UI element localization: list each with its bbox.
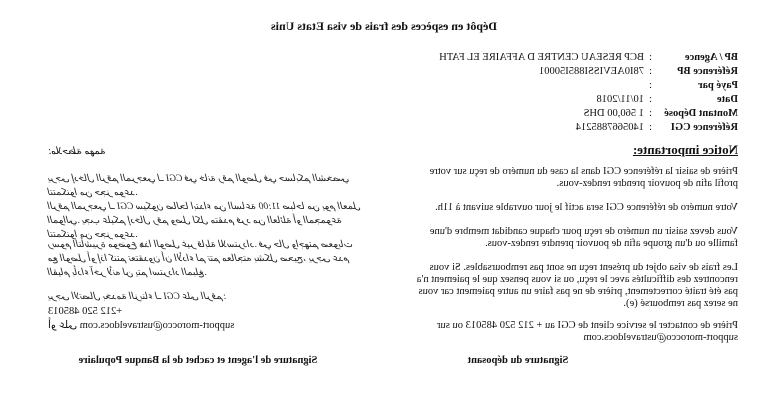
arabic-paragraph: رسوم التأشيرة موضوع هذا الوصل غير قابلة للاسترداد. في حال واجهتم صعوبات مع الوصل أو إذا كنتم تعتقدون أن الأداء لم تتم معالجته بشكل صحيح، يرجى عدم القيام بأداء آخر لأنه لن يتم استرداد المبلغ.: [48, 240, 354, 278]
field-value-montant: 1 560,00 DHS: [583, 108, 644, 119]
arabic-heading: ملاحظة مهمة:: [48, 146, 107, 157]
page-title: Dépôt en espèces des frais de visa Etats Unis: [271, 19, 497, 33]
field-colon: :: [649, 94, 652, 105]
arabic-email-line: أو على support-morocco@ustraveldocs.com: [48, 320, 235, 331]
notice-paragraph: Les frais de visa objet du présent reçu ne sont pas remboursables. Si vous rencontrez des difficultés avec le reçu, ou si vous pensez que le paiement n'a pas été traité correctement, prière de ne pas faire un autre paiement car vous ne serez pas remboursé (e).: [416, 262, 738, 309]
field-label-date: Date: [717, 94, 738, 105]
signature-depositant: Signature du déposant: [467, 355, 569, 366]
notice-paragraph: Vous devez saisir un numéro de reçu pour chaque candidat membre d'une famille ou d'un groupe afin de pouvoir prendre rendez-vous.: [429, 226, 738, 249]
notice-paragraph: Prière de saisir la référence CGI dans la case du numéro de reçu sur votre profil afin de pouvoir prendre rendez-vous.: [429, 166, 738, 189]
field-colon: :: [649, 80, 652, 91]
field-colon: :: [649, 52, 652, 63]
field-colon: :: [649, 66, 652, 77]
arabic-phone: +212 520 485013: [48, 306, 123, 317]
signature-agent: Signature de l'agent et cachet de la Banque Populaire: [78, 355, 318, 366]
field-colon: :: [649, 108, 652, 119]
field-label-agence: BP / Agence: [684, 52, 738, 63]
field-label-paye-par: Payé par: [698, 80, 738, 91]
field-value-date: 10/11/2018: [596, 94, 644, 105]
arabic-contact-line: يرجى الاتصال بخدمة الزبناء لـ CGI على الرقم:: [48, 292, 227, 302]
arabic-paragraph: الرقم المرجعي لـ CGI سيكون صالحا ابتداء من الساعة 11:00 صباحا من يوم العمل الموالي. يجب عليكم إدخال رقم وصل لكل متقدم فرد من العائلة أو المجموعة لتتمكنوا من حجز موعد.: [48, 202, 361, 240]
field-label-montant: Montant Déposé: [664, 108, 738, 119]
field-label-ref-bp: Référence BP: [677, 66, 738, 77]
field-value-ref-bp: 78I0AEVISSI885I50001: [539, 66, 644, 77]
notice-paragraph: Votre numéro de référence CGI sera actif le jour ouvrable suivant à 11h.: [435, 202, 738, 213]
field-label-ref-cgi: Référence CGI: [670, 122, 738, 133]
notice-heading: Notice importante:: [632, 142, 738, 157]
notice-paragraph: Prière de contacter le service client de CGI au + 212 520 485013 ou sur support-morocco@ustraveldocs.com: [437, 320, 738, 343]
field-value-ref-cgi: 1405667885214: [575, 122, 644, 133]
field-colon: :: [649, 122, 652, 133]
field-value-agence: BCP RESEAU CENTRE D AFFAIRE EL FATH: [439, 52, 644, 63]
arabic-paragraph: يرجى إدخال الرقم المرجعي لـ CGI في خانة رقم الوصل في حسابكم الشخصي لتتمكنوا من حجز موعد.: [48, 174, 350, 198]
